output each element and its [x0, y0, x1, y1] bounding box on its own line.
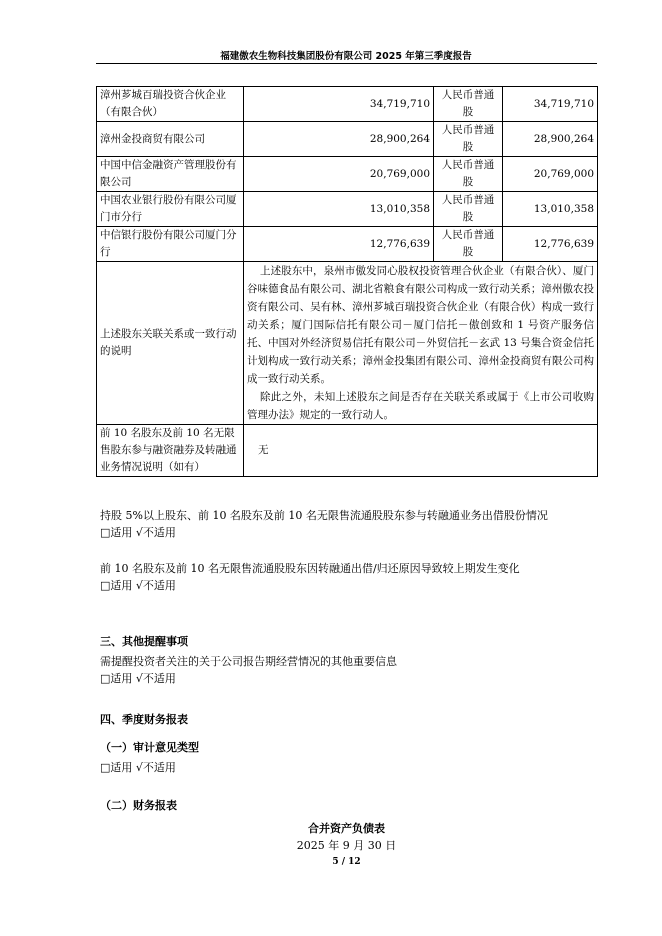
table-row — [97, 87, 598, 122]
share-class-qty: 13,010,358 — [503, 192, 598, 227]
section-3-heading: 三、其他提醒事项 — [100, 635, 188, 648]
shareholder-name: 漳州芗城百瑞投资合伙企业（有限合伙） — [97, 87, 244, 122]
share-class: 人民币普通股 — [434, 87, 503, 122]
table-row-margin — [97, 425, 598, 477]
margin-label: 前 10 名股东及前 10 名无限售股东参与融资融券及转融通业务情况说明（如有） — [97, 425, 244, 477]
shareholder-name: 中信银行股份有限公司厦门分行 — [97, 227, 244, 262]
share-class-qty: 12,776,639 — [503, 227, 598, 262]
section-4-heading: 四、季度财务报表 — [100, 713, 188, 726]
margin-value: 无 — [244, 425, 598, 477]
section-3-option: □适用 √不适用 — [100, 672, 176, 685]
section-4-1-option: □适用 √不适用 — [100, 761, 176, 774]
change-text: 前 10 名股东及前 10 名无限售流通股股东因转融通出借/归还原因导致较上期发生变化 — [100, 562, 520, 575]
shares-held: 20,769,000 — [244, 157, 434, 192]
shares-held: 34,719,710 — [244, 87, 434, 122]
table-row — [97, 157, 598, 192]
shareholder-name: 中国农业银行股份有限公司厦门市分行 — [97, 192, 244, 227]
shareholder-name: 漳州金投商贸有限公司 — [97, 122, 244, 157]
relation-note — [244, 262, 598, 425]
section-4-1-heading: （一）审计意见类型 — [100, 741, 199, 754]
share-class: 人民币普通股 — [434, 157, 503, 192]
share-class-qty: 20,769,000 — [503, 157, 598, 192]
header-rule — [96, 63, 597, 64]
share-class: 人民币普通股 — [434, 122, 503, 157]
table-row — [97, 122, 598, 157]
shares-held: 12,776,639 — [244, 227, 434, 262]
share-class: 人民币普通股 — [434, 192, 503, 227]
share-class-qty: 28,900,264 — [503, 122, 598, 157]
share-class-qty: 34,719,710 — [503, 87, 598, 122]
lending-text: 持股 5%以上股东、前 10 名股东及前 10 名无限售流通股股东参与转融通业务出借股份情况 — [100, 509, 548, 522]
table-row — [97, 192, 598, 227]
section-3-text: 需提醒投资者关注的关于公司报告期经营情况的其他重要信息 — [100, 655, 397, 668]
page-number: 5 / 12 — [332, 857, 361, 867]
lending-option: □适用 √不适用 — [100, 526, 176, 539]
table-row — [97, 227, 598, 262]
report-header: 福建傲农生物科技集团股份有限公司 2025 年第三季度报告 — [220, 51, 472, 62]
table-row-relation — [97, 262, 598, 425]
balance-sheet-date: 2025 年 9 月 30 日 — [296, 839, 397, 852]
shareholders-table — [96, 86, 598, 477]
shares-held: 13,010,358 — [244, 192, 434, 227]
section-4-2-heading: （二）财务报表 — [100, 799, 177, 812]
relation-label: 上述股东关联关系或一致行动的说明 — [97, 262, 244, 425]
relation-text: 上述股东中，泉州市傲发同心股权投资管理合伙企业（有限合伙）、厦门谷味德食品有限公司、湖北省粮食有限公司构成一致行动关系；漳州傲农投资有限公司、吴有林、漳州芗城百瑞投资合伙企业（有限合伙）构成一致行动关系；厦门国际信托有限公司－厦门信托－傲创致和 1 号资产服务信托、中国对外经济贸易信托有限公司－外贸信托－玄武 13 号集合资金信托计划构成一致行动关系；漳州金投集团有限公司、漳州金投商贸有限公司构成一致行动关系。 — [247, 265, 594, 385]
balance-sheet-title: 合并资产负债表 — [308, 822, 385, 835]
share-class: 人民币普通股 — [434, 227, 503, 262]
relation-text-2: 除此之外，未知上述股东之间是否存在关联关系或属于《上市公司收购管理办法》规定的一致行动人。 — [247, 391, 594, 421]
shares-held: 28,900,264 — [244, 122, 434, 157]
shareholder-name: 中国中信金融资产管理股份有限公司 — [97, 157, 244, 192]
change-option: □适用 √不适用 — [100, 579, 176, 592]
